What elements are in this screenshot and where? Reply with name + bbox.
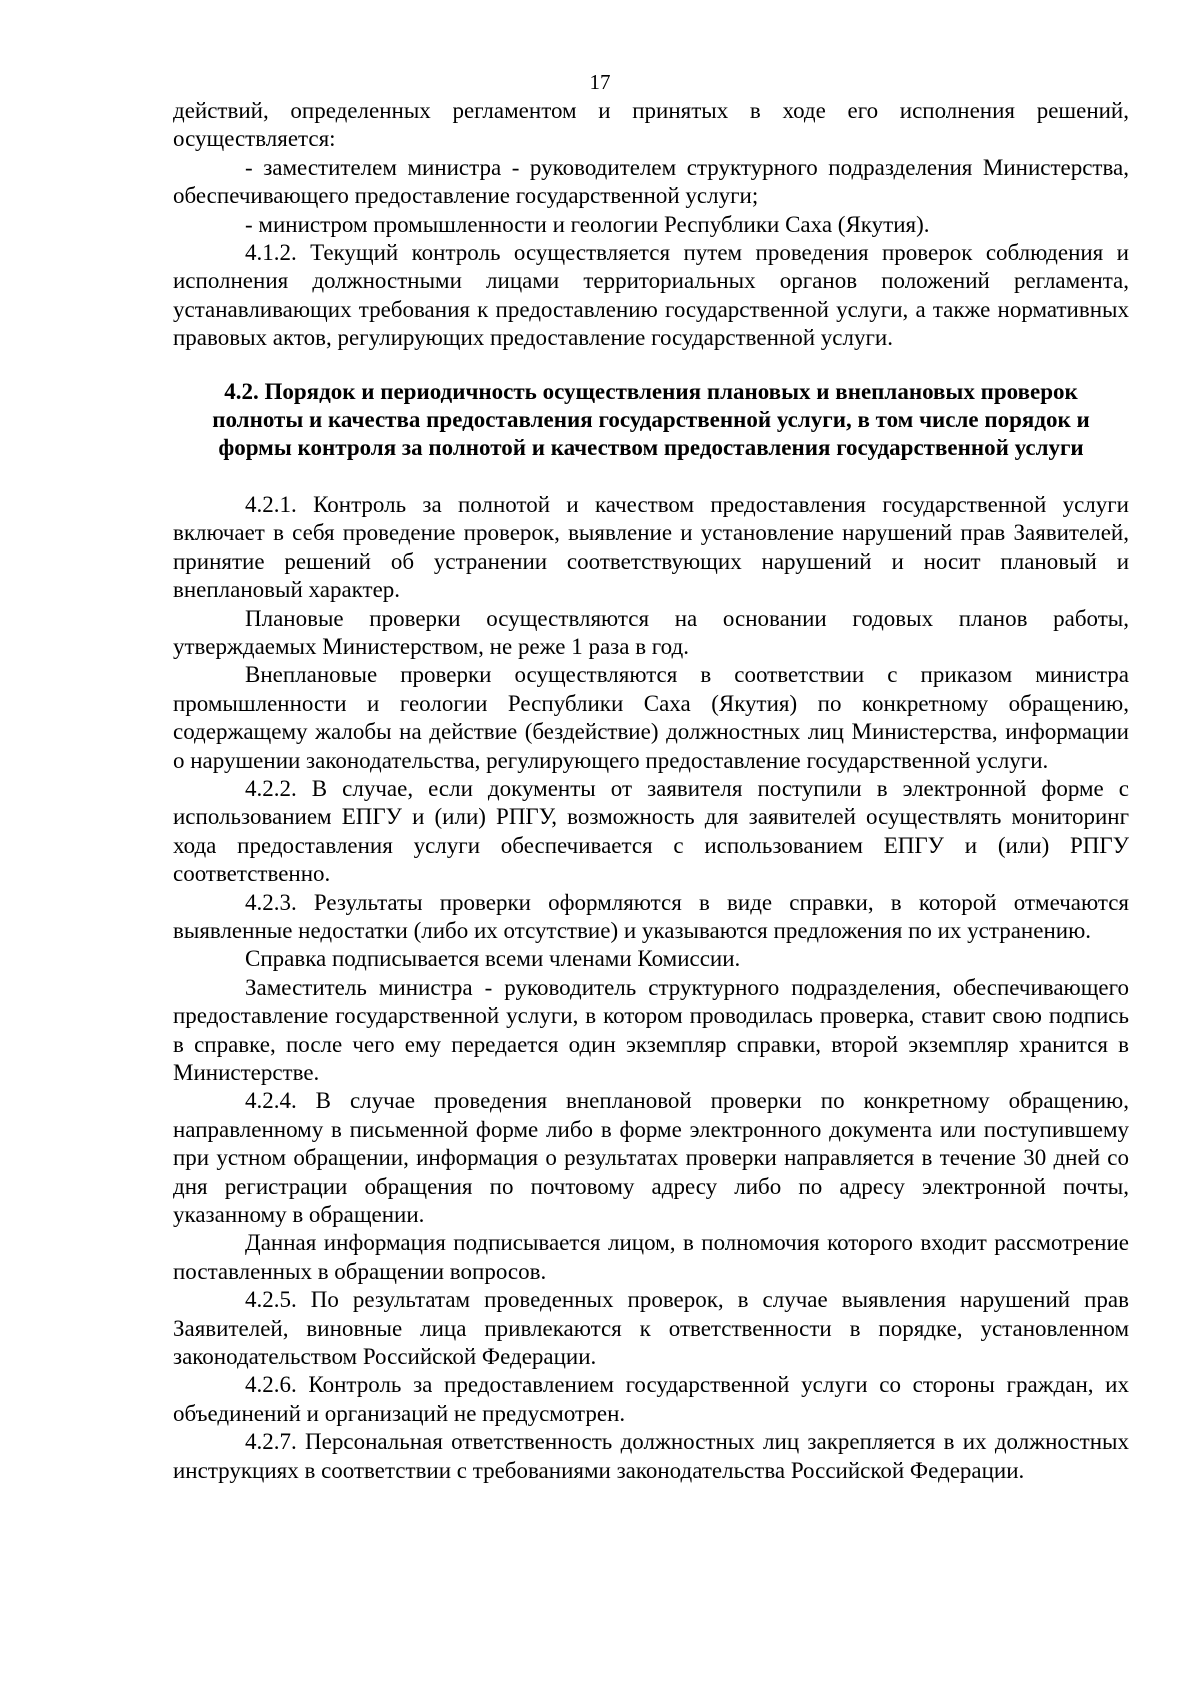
paragraph: 4.2.2. В случае, если документы от заявителя поступили в электронной форме с использованием ЕПГУ и (или) РПГУ, возможность для заявителей осуществлять мониторинг хода предоставления услуги обеспечивается с использованием ЕПГУ и (или) РПГУ соответственно. (173, 775, 1129, 887)
document-body (173, 97, 1129, 1485)
paragraph: 4.2.6. Контроль за предоставлением государственной услуги со стороны граждан, их объединений и организаций не предусмотрен. (173, 1372, 1129, 1426)
list-item: - заместителем министра - руководителем структурного подразделения Министерства, обеспечивающего предоставление государственной услуги; (173, 154, 1129, 209)
page-number: 17 (589, 70, 611, 94)
section-heading-line: формы контроля за полнотой и качеством предоставления государственной услуги (218, 435, 1084, 461)
paragraph: 4.2.7. Персональная ответственность должностных лиц закрепляется в их должностных инструкциях в соответствии с требованиями законодательства Российской Федерации. (173, 1429, 1129, 1483)
paragraph: действий, определенных регламентом и принятых в ходе его исполнения решений, осуществляется: (173, 98, 1129, 152)
paragraph: Плановые проверки осуществляются на основании годовых планов работы, утверждаемых Министерством, не реже 1 раза в год. (173, 605, 1129, 659)
paragraph: 4.2.1. Контроль за полнотой и качеством предоставления государственной услуги включает в себя проведение проверок, выявление и установление нарушений прав Заявителей, принятие решений об устранении соответствующих нарушений и носит плановый и внеплановый характер. (173, 491, 1129, 603)
paragraph: 4.2.4. В случае проведения внеплановой проверки по конкретному обращению, направленному в письменной форме либо в форме электронного документа или поступившему при устном обращении, информация о результатах проверки направляется в течение 30 дней со дня регистрации обращения по почтовому адресу либо по адресу электронной почты, указанному в обращении. (173, 1088, 1129, 1228)
section-heading-line: 4.2. Порядок и периодичность осуществления плановых и внеплановых проверок (224, 378, 1078, 404)
list-item: - министром промышленности и геологии Республики Саха (Якутия). (245, 211, 930, 237)
paragraph: Справка подписывается всеми членами Комиссии. (245, 946, 741, 972)
paragraph: 4.1.2. Текущий контроль осуществляется путем проведения проверок соблюдения и исполнения должностными лицами территориальных органов положений регламента, устанавливающих требования к предоставлению государственной услуги, а также нормативных правовых актов, регулирующих предоставление государственной услуги. (173, 240, 1129, 351)
section-heading-line: полноты и качества предоставления государственной услуги, в том числе порядок и (212, 407, 1090, 433)
paragraph: Данная информация подписывается лицом, в полномочия которого входит рассмотрение поставленных в обращении вопросов. (173, 1230, 1129, 1284)
section-heading (173, 378, 1129, 463)
paragraph: 4.2.5. По результатам проведенных проверок, в случае выявления нарушений прав Заявителей, виновные лица привлекаются к ответственности в порядке, установленном законодательством Российской Федерации. (173, 1287, 1129, 1370)
paragraph: 4.2.3. Результаты проверки оформляются в виде справки, в которой отмечаются выявленные недостатки (либо их отсутствие) и указываются предложения по их устранению. (173, 889, 1129, 943)
paragraph: Заместитель министра - руководитель структурного подразделения, обеспечивающего предоставление государственной услуги, в котором проводилась проверка, ставит свою подпись в справке, после чего ему передается один экземпляр справки, второй экземпляр хранится в Министерстве. (173, 974, 1129, 1085)
paragraph: Внеплановые проверки осуществляются в соответствии с приказом министра промышленности и геологии Республики Саха (Якутия) по конкретному обращению, содержащему жалобы на действие (бездействие) должностных лиц Министерства, информации о нарушении законодательства, регулирующего предоставление государственной услуги. (173, 662, 1129, 773)
